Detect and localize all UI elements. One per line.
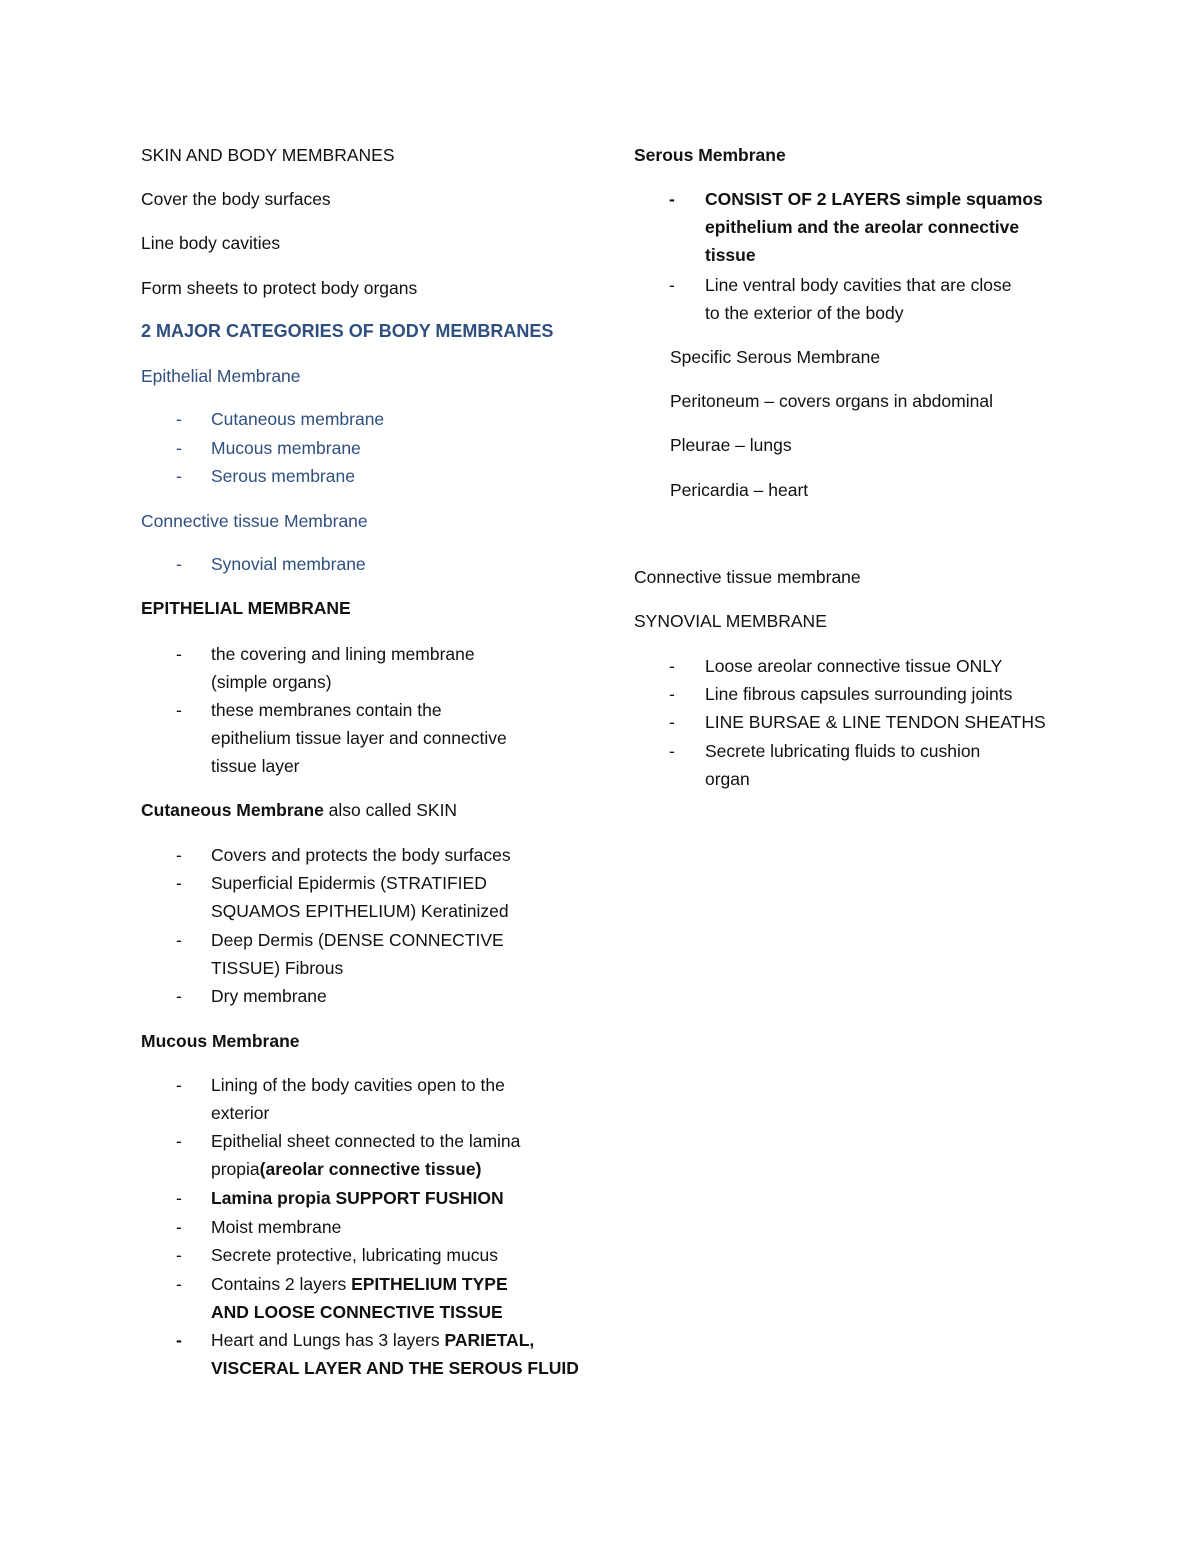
list-item: Contains 2 layers EPITHELIUM TYPE AND LOOSE CONNECTIVE TISSUE [211,1274,508,1322]
list-item: Deep Dermis (DENSE CONNECTIVE TISSUE) Fibrous [211,930,504,978]
dash-bullet: - [176,1245,182,1265]
text-line: Pericardia – heart [670,480,809,500]
dash-bullet: - [176,554,182,574]
section-heading: Mucous Membrane [141,1031,300,1051]
dash-bullet: - [669,189,675,209]
list-item: Loose areolar connective tissue ONLY [705,656,1003,676]
list-item: Lamina propia SUPPORT FUSHION [211,1188,504,1208]
section-heading: EPITHELIAL MEMBRANE [141,598,351,618]
list-item: Moist membrane [211,1217,342,1237]
dash-bullet: - [176,1131,182,1151]
list-item: Line ventral body cavities that are close to the exterior of the body [705,275,1012,323]
dash-bullet: - [176,644,182,664]
list-item: Epithelial sheet connected to the lamina propia(areolar connective tissue) [211,1131,521,1179]
dash-bullet: - [176,1274,182,1294]
dash-bullet: - [176,700,182,720]
dash-bullet: - [669,656,675,676]
list-item: Cutaneous membrane [211,409,385,429]
dash-bullet: - [176,438,182,458]
dash-bullet: - [176,1188,182,1208]
dash-bullet: - [176,1075,182,1095]
dash-bullet: - [669,275,675,295]
dash-bullet: - [176,409,182,429]
dash-bullet: - [176,1330,182,1350]
epithelial-subheading: Epithelial Membrane [141,366,301,386]
dash-bullet: - [669,684,675,704]
list-item: Secrete lubricating fluids to cushion organ [705,741,981,789]
list-item: the covering and lining membrane (simple organs) [211,644,475,692]
text-line: SYNOVIAL MEMBRANE [634,611,827,631]
list-item: Lining of the body cavities open to the exterior [211,1075,505,1123]
list-item: CONSIST OF 2 LAYERS simple squamos epithelium and the areolar connective tissue [705,189,1043,265]
dash-bullet: - [176,873,182,893]
dash-bullet: - [669,741,675,761]
list-item: Serous membrane [211,466,355,486]
list-item: Heart and Lungs has 3 layers PARIETAL, VISCERAL LAYER AND THE SEROUS FLUID [211,1330,579,1378]
list-item: Line fibrous capsules surrounding joints [705,684,1013,704]
list-item: Covers and protects the body surfaces [211,845,511,865]
section-heading: Cutaneous Membrane also called SKIN [141,800,458,820]
dash-bullet: - [176,1217,182,1237]
list-item: Synovial membrane [211,554,366,574]
list-item: these membranes contain the epithelium tissue layer and connective tissue layer [211,700,507,776]
dash-bullet: - [176,986,182,1006]
connective-subheading: Connective tissue Membrane [141,511,368,531]
text-line: Peritoneum – covers organs in abdominal [670,391,993,411]
list-item: Superficial Epidermis (STRATIFIED SQUAMOS EPITHELIUM) Keratinized [211,873,509,921]
list-item: LINE BURSAE & LINE TENDON SHEATHS [705,712,1046,732]
list-item: Mucous membrane [211,438,361,458]
list-item: Dry membrane [211,986,327,1006]
page-title: SKIN AND BODY MEMBRANES [141,145,395,165]
text-line: Specific Serous Membrane [670,347,881,367]
dash-bullet: - [176,845,182,865]
text-line: Connective tissue membrane [634,567,861,587]
intro-line: Cover the body surfaces [141,189,331,209]
dash-bullet: - [176,466,182,486]
intro-line: Line body cavities [141,233,281,253]
section-heading: Serous Membrane [634,145,786,165]
text-line: Pleurae – lungs [670,435,792,455]
intro-line: Form sheets to protect body organs [141,278,418,298]
dash-bullet: - [669,712,675,732]
categories-heading: 2 MAJOR CATEGORIES OF BODY MEMBRANES [141,321,554,341]
dash-bullet: - [176,930,182,950]
list-item: Secrete protective, lubricating mucus [211,1245,498,1265]
